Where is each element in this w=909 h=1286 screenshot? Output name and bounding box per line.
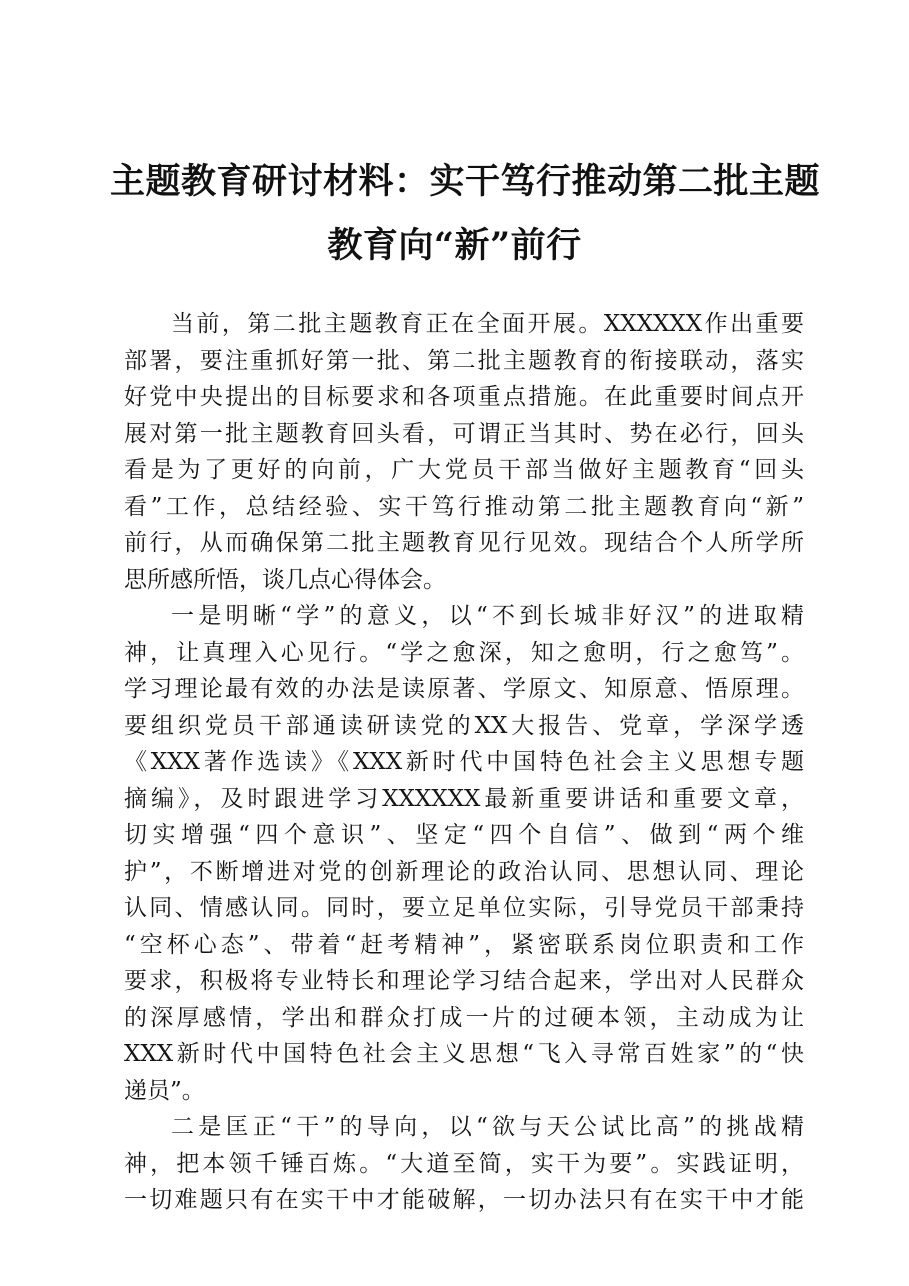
document-title-line-1: 主题教育研讨材料：实干笃行推动第二批主题 [110,161,821,202]
body-text-line: XXX新时代中国特色社会主义思想“飞入寻常百姓家”的“快 [124,1041,804,1067]
body-text-line: 递员”。 [124,1077,205,1104]
body-text-line: 好党中央提出的目标要求和各项重点措施。在此重要时间点开 [124,384,804,410]
body-text-line: 当前，第二批主题教育正在全面开展。XXXXXX作出重要 [171,311,804,337]
body-text-line: 的深厚感情，学出和群众打成一片的过硬本领，主动成为让 [124,1004,804,1031]
body-text-line: 展对第一批主题教育回头看，可谓正当其时、势在必行，回头 [124,420,804,447]
body-text-line: 护”，不断增进对党的创新理论的政治认同、思想认同、理论 [124,858,804,885]
document-title-line-2: 教育向“新”前行 [327,225,582,266]
body-text-line: 思所感所悟，谈几点心得体会。 [124,566,446,593]
body-text-line: 看是为了更好的向前，广大党员干部当做好主题教育“回头 [124,457,804,483]
body-text-line: 神，把本领千锤百炼。“大道至简，实干为要”。实践证明， [124,1150,804,1177]
document-body [124,306,804,1219]
body-text-line: 《XXX著作选读》《XXX新时代中国特色社会主义思想专题 [124,749,804,775]
body-text-line: 二是匡正“干”的导向，以“欲与天公试比高”的挑战精 [171,1114,804,1140]
body-text-line: 摘编》，及时跟进学习XXXXXX最新重要讲话和重要文章， [124,785,804,812]
body-text-line: 要求，积极将专业特长和理论学习结合起来，学出对人民群众 [124,968,804,994]
body-text-line: 部署，要注重抓好第一批、第二批主题教育的衔接联动，落实 [124,347,804,374]
body-text-line: 学习理论最有效的办法是读原著、学原文、知原意、悟原理。 [124,676,804,702]
body-text-line: 一切难题只有在实干中才能破解，一切办法只有在实干中才能 [124,1187,804,1213]
body-text-line: 认同、情感认同。同时，要立足单位实际，引导党员干部秉持 [124,895,804,921]
body-text-line: 神，让真理入心见行。“学之愈深，知之愈明，行之愈笃”。 [124,639,804,666]
body-text-line: 要组织党员干部通读研读党的XX大报告、党章，学深学透 [124,712,804,739]
body-text-line: 前行，从而确保第二批主题教育见行见效。现结合个人所学所 [124,530,804,556]
body-text-line: “空杯心态”、带着“赶考精神”，紧密联系岗位职责和工作 [124,931,804,958]
body-text-line: 切实增强“四个意识”、坚定“四个自信”、做到“两个维 [124,822,804,848]
body-text-line: 一是明晰“学”的意义，以“不到长城非好汉”的进取精 [171,603,804,629]
body-text-line: 看”工作，总结经验、实干笃行推动第二批主题教育向“新” [124,493,804,520]
